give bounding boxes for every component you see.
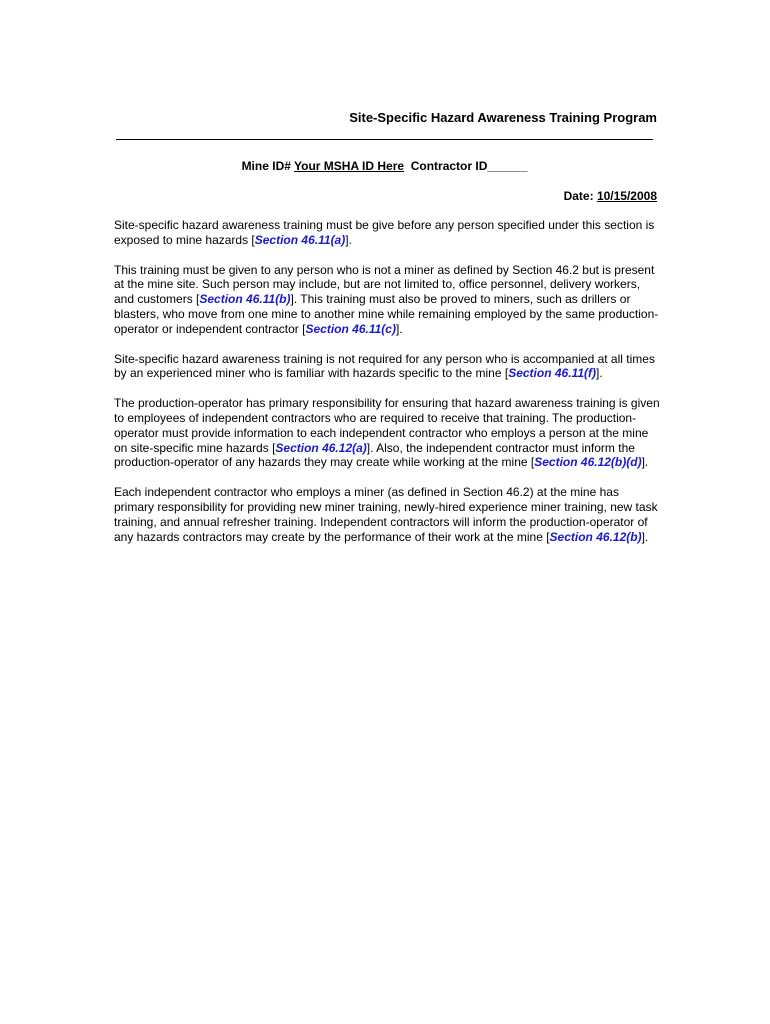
document-title: Site-Specific Hazard Awareness Training Program <box>349 110 657 125</box>
paragraph-4 <box>114 396 660 470</box>
section-reference: Section 46.12(b) <box>549 529 642 544</box>
paragraph-1 <box>114 218 660 248</box>
contractor-id-label: Contractor ID______ <box>410 159 528 173</box>
paragraph-text: Each independent contractor who employs a miner (as defined in Section 46.2) at the mine has primary responsibility for providing new miner training, newly-hired experience miner training, new task training, and annual refresher training. Independent contractors will inform the production-operator of any hazards contractors may create by the performance of their work at the mine [ <box>114 485 658 544</box>
paragraph-2 <box>114 263 660 337</box>
title-divider <box>116 139 653 140</box>
date-label: Date: <box>563 189 594 203</box>
mine-id-value: Your MSHA ID Here <box>294 159 405 173</box>
paragraph-text: Site-specific hazard awareness training is not required for any person who is accompanied at all times by an experienced miner who is familiar with hazards specific to the mine [ <box>114 351 655 381</box>
section-reference: Section 46.11(a) <box>254 232 346 247</box>
section-reference: Section 46.11(f) <box>508 366 596 381</box>
date-value: 10/15/2008 <box>596 189 657 203</box>
paragraph-text: ]. <box>641 529 649 544</box>
paragraph-5 <box>114 485 660 544</box>
paragraph-text: This training must be given to any person who is not a miner as defined by Section 46.2 but is present at the mine site. Such person may include, but are not limited to, office personnel, delivery workers, and customers [ <box>114 262 655 307</box>
section-reference: Section 46.12(a) <box>275 440 367 455</box>
paragraph-text: The production-operator has primary responsibility for ensuring that hazard awareness training is given to employees of independent contractors who are required to receive that training. The production-operator must provide information to each independent contractor who employs a person at the mine on site-specific mine hazards [ <box>114 396 660 455</box>
paragraph-3 <box>114 352 660 382</box>
date-line <box>564 189 657 203</box>
paragraph-text: ]. <box>596 366 603 381</box>
mine-id-label: Mine ID# <box>241 159 291 173</box>
paragraph-text: Site-specific hazard awareness training must be give before any person specified under this section is exposed to mine hazards [ <box>114 218 655 247</box>
document-body <box>114 218 660 559</box>
section-reference: Section 46.11(b) <box>199 292 291 307</box>
paragraph-text: ]. This training must also be proved to miners, such as drillers or blasters, who move from one mine to another mine while remaining employed by the same production-operator or independent contractor [ <box>114 292 659 336</box>
mine-id-line <box>116 159 653 173</box>
paragraph-text: ]. Also, the independent contractor must inform the production-operator of any hazards they may create while working at the mine [ <box>114 440 635 470</box>
paragraph-text: ]. <box>641 455 649 470</box>
section-reference: Section 46.12(b)(d) <box>534 455 642 470</box>
paragraph-text: ]. <box>345 232 352 247</box>
section-reference: Section 46.11(c) <box>305 321 396 336</box>
paragraph-text: ]. <box>395 321 403 336</box>
